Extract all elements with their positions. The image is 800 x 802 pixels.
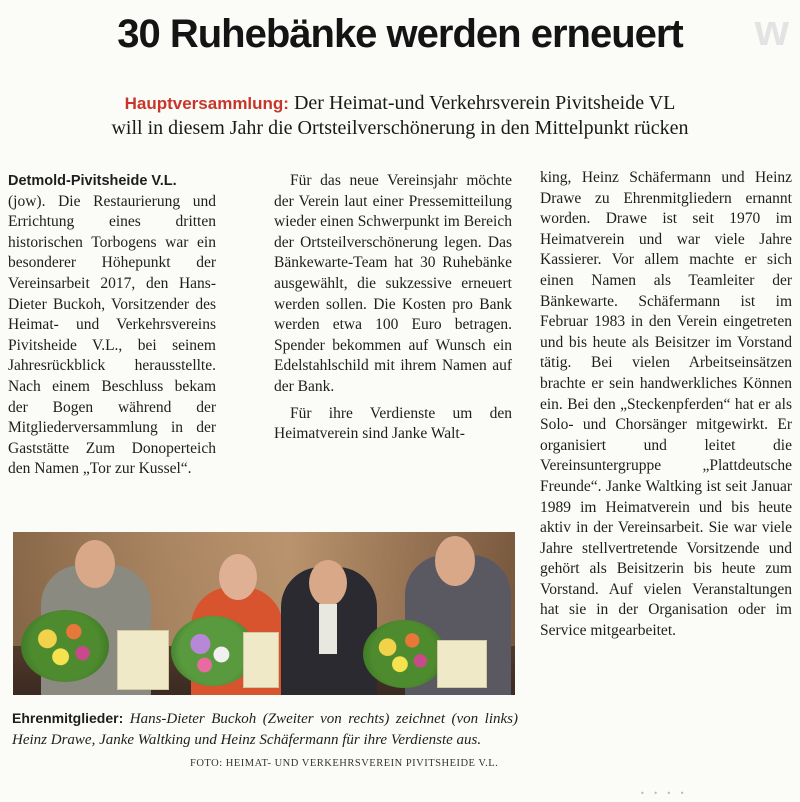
subhead-line-2: will in diesem Jahr die Ortsteilverschönerung in den Mittelpunkt rücken — [111, 117, 689, 139]
photo-credit: FOTO: HEIMAT- UND VERKEHRSVEREIN PIVITSHEIDE V.L. — [190, 758, 499, 769]
adjacent-article-fragment: w — [754, 6, 790, 55]
certificate — [117, 630, 169, 690]
subhead-kicker: Hauptversammlung: — [124, 94, 289, 113]
print-registration-marks: • • • • — [640, 789, 688, 798]
col2-paragraph-2: Für ihre Verdienste um den Heimatverein sind Janke Walt- — [274, 404, 512, 443]
headline: 30 Ruhebänke werden erneuert — [117, 12, 683, 56]
flower-bouquet — [363, 620, 445, 688]
subheadline — [0, 91, 800, 141]
photo-caption — [12, 708, 518, 751]
subhead-line-1: Der Heimat-und Verkehrsverein Pivitsheide VL — [288, 92, 676, 114]
article-column-1 — [8, 171, 216, 480]
caption-text: Hans-Dieter Buckoh (Zweiter von rechts) zeichnet (von links) Heinz Drawe, Janke Waltking und Heinz Schäfermann für ihre Verdienste aus. — [12, 711, 518, 748]
col2-paragraph-1: Für das neue Vereinsjahr möchte der Verein laut einer Pressemitteilung wieder einen Schwerpunkt im Bereich der Ortsteilverschönerung legen. Das Bänkewarte-Team hat 30 Ruhebänke ausgewählt, die sukzessive erneuert werden sollen. Die Kosten pro Bank werden etwa 100 Euro betragen. Spender bekommen auf Wunsch ein Edelstahlschild mit ihrem Namen auf der Bank. — [274, 172, 512, 395]
caption-kicker: Ehrenmitglieder: — [12, 710, 124, 726]
article-column-3 — [540, 168, 792, 642]
col3-paragraph: king, Heinz Schäfermann und Heinz Drawe zu Ehrenmitgliedern ernannt worden. Drawe ist seit 1970 im Heimatverein und war viele Jahre Kassierer. Vor allem machte er sich einen Namen als Teamleiter der Bänkewarte. Schäfermann ist im Februar 1983 in den Verein eingetreten und bis heute als Beisitzer im Vorstand tätig. Bei vielen Arbeitseinsätzen brachte er sein handwerkliches Können ein. Bei den „Steckenpferden“ hat er als Solo- und Chorsänger mitgewirkt. Er organisiert und leitet die Vereinsuntergruppe „Plattdeutsche Freunde“. Janke Waltking ist seit Januar 1989 im Heimatverein und bis heute aktiv in der Vereinsarbeit. Sie war viele Jahre stellvertretende Vorsitzende und gehört als Beisitzerin bis heute zum Vorstand. Auf vielen Veranstaltungen hat sie in der Organisation oder im Service mitgearbeitet. — [540, 169, 792, 640]
certificate — [243, 632, 279, 688]
flower-bouquet — [21, 610, 109, 682]
article-column-2 — [274, 171, 512, 445]
dateline: Detmold-Pivitsheide V.L. — [8, 173, 177, 189]
honorary-members-photo — [13, 532, 515, 695]
col1-paragraph: (jow). Die Restaurierung und Errichtung eines dritten historischen Torbogens war ein besonderer Höhepunkt der Vereinsarbeit 2017, den Hans-Dieter Buckoh, Vorsitzender des Heimat- und Verkehrsvereins Pivitsheide V.L., bei seinem Jahresrückblick herausstellte. Nach einem Beschluss bekam der Bogen während der Mitgliederversammlung in der Gaststätte Zum Donoperteich den Namen „Tor zur Kussel“. — [8, 192, 216, 478]
certificate — [437, 640, 487, 688]
